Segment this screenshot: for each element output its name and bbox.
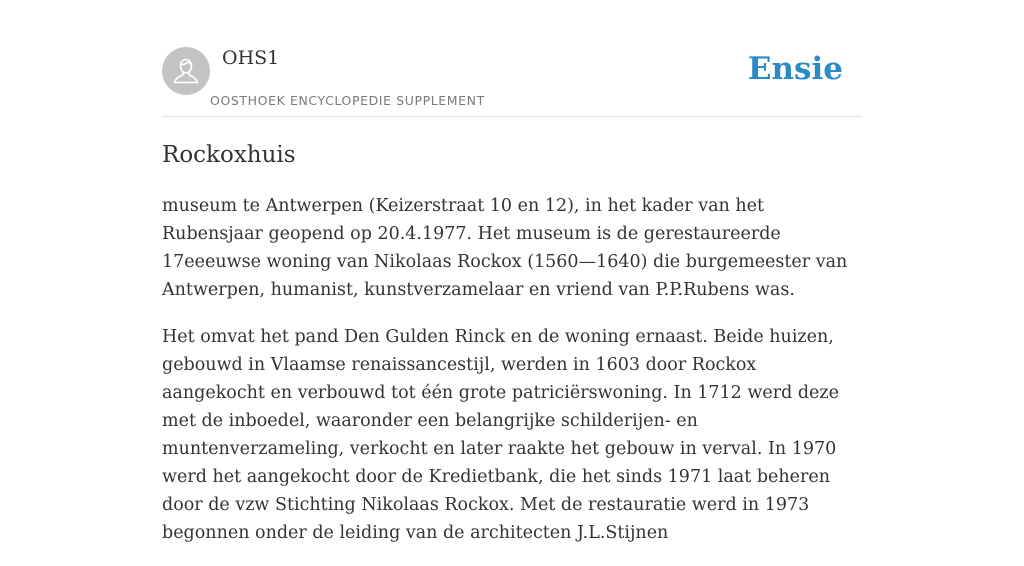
article-paragraph: museum te Antwerpen (Keizerstraat 10 en 12), in het kader van het Rubensjaar geopend op 20.4.1977. Het museum is de gerestaureerde 17eeeuwse woning van Nikolaas Rockox (1560—1640) die burgemeester van Antwerpen, humanist, kunstverzamelaar en vriend van P.P.Rubens was. [162,196,848,300]
author-avatar[interactable] [162,47,210,95]
article-body [162,192,862,566]
content-column [162,0,862,543]
article-header [162,0,862,117]
author-name-link[interactable]: OHS1 [222,47,280,69]
user-silhouette-icon [162,47,210,95]
source-label[interactable]: OOSTHOEK ENCYCLOPEDIE SUPPLEMENT [210,93,485,108]
article-paragraph: Het omvat het pand Den Gulden Rinck en de woning ernaast. Beide huizen, gebouwd in Vlaamse renaissancestijl, werden in 1603 door Rockox aangekocht en verbouwd tot één grote patriciërswoning. In 1712 werd deze met de inboedel, waaronder een belangrijke schilderijen- en muntenverzameling, verkocht en later raakte het gebouw in verval. In 1970 werd het aangekocht door de Kredietbank, die het sinds 1971 laat beheren door de vzw Stichting Nikolaas Rockox. Met de restauratie werd in 1973 begonnen onder de leiding van de architecten J.L.Stijnen [162,327,839,543]
article-title: Rockoxhuis [162,142,296,168]
ensie-logo-link[interactable]: Ensie [747,51,843,87]
